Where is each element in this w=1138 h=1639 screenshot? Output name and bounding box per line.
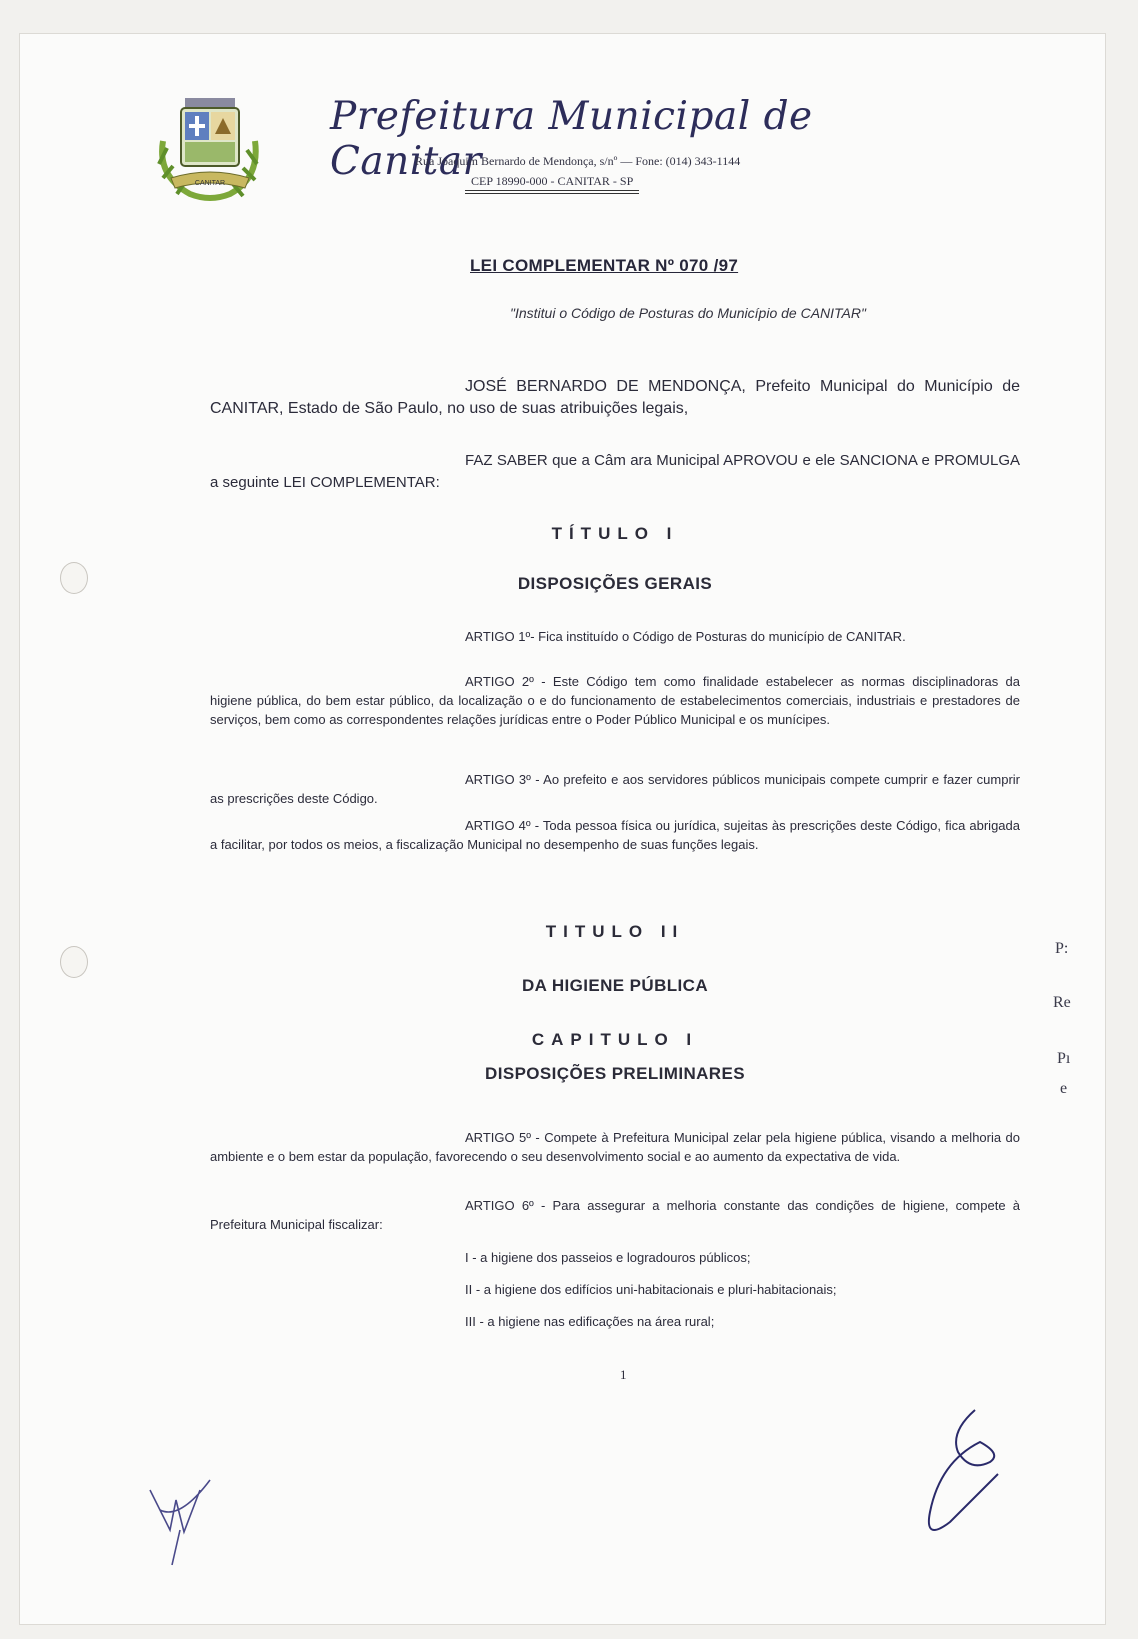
list-item: II - a higiene dos edifícios uni-habitacionais e pluri-habitacionais; [465,1282,837,1297]
article-6-text: ARTIGO 6º - Para assegurar a melhoria constante das condições de higiene, compete à Prefeitura Municipal fiscalizar: [210,1198,1020,1232]
margin-note: e [1060,1080,1068,1097]
crest-label: CANITAR [194,180,226,187]
list-item: I - a higiene dos passeios e logradouros públicos; [465,1250,751,1265]
article-5-text: ARTIGO 5º - Compete à Prefeitura Municipal zelar pela higiene pública, visando a melhoria do ambiente e o bem estar da população, favorecendo o seu desenvolvimento social e ao aumento da expectativa de vida. [210,1130,1020,1164]
signature-initials [910,1402,1010,1552]
article-5 [210,1128,1020,1166]
titulo-1-label: TÍTULO I [551,524,679,543]
chapter-1-label: CAPITULO I [531,1030,699,1049]
article-4-text: ARTIGO 4º - Toda pessoa física ou jurídica, sujeitas às prescrições deste Código, fica abrigada a facilitar, por todos os meios, a fiscalização Municipal no desempenho de suas funções legais. [210,818,1020,852]
article-2-text: ARTIGO 2º - Este Código tem como finalidade estabelecer as normas disciplinadoras da higiene pública, do bem estar público, da localização o e do funcionamento de estabelecimentos comerciais, industriais e prestadores de serviços, bem como as correspondentes relações jurídicas entre o Poder Público Municipal e os munícipes. [210,674,1020,727]
titulo-2-label: TITULO II [545,922,685,941]
article-3-text: ARTIGO 3º - Ao prefeito e aos servidores públicos municipais compete cumprir e fazer cumprir as prescrições deste Código. [210,772,1020,806]
law-title: LEI COMPLEMENTAR Nº 070 /97 [470,256,739,275]
article-4 [210,816,1020,854]
decree-text: FAZ SABER que a Câm ara Municipal APROVOU e ele SANCIONA e PROMULGA a seguinte LEI COMPLEMENTAR: [210,452,1020,491]
municipal-crest-icon [155,86,265,206]
article-1-text: ARTIGO 1º- Fica instituído o Código de Posturas do município de CANITAR. [465,629,906,644]
chapter-1-name: DISPOSIÇÕES PRELIMINARES [485,1064,745,1083]
intro-text: JOSÉ BERNARDO DE MENDONÇA, Prefeito Municipal do Município de CANITAR, Estado de São Paulo, no uso de suas atribuições legais, [210,378,1020,417]
article-1 [210,626,1020,648]
binder-hole [60,946,88,978]
titulo-2-name: DA HIGIENE PÚBLICA [521,976,709,995]
intro-paragraph [210,376,1020,420]
letterhead-cep: CEP 18990-000 - CANITAR - SP [465,174,639,191]
binder-hole [60,562,88,594]
article-6 [210,1196,1020,1234]
article-2 [210,672,1020,729]
list-item: III - a higiene nas edificações na área rural; [465,1314,715,1329]
article-3 [210,770,1020,808]
decree-paragraph [210,450,1020,494]
titulo-1-name: DISPOSIÇÕES GERAIS [517,574,713,593]
margin-note: Pı [1057,1050,1071,1067]
letterhead-address: Rua Joaquim Bernardo de Mendonça, s/nº — Fone: (014) 343-1144 [415,154,741,168]
law-subtitle: "Institui o Código de Posturas do Município de CANITAR" [510,305,866,321]
margin-note: P: [1055,940,1069,957]
signature-initials [140,1470,220,1570]
letterhead-title: Prefeitura Municipal de Canitar [330,94,813,184]
page-number: 1 [620,1367,627,1382]
margin-note: Re [1053,994,1071,1011]
